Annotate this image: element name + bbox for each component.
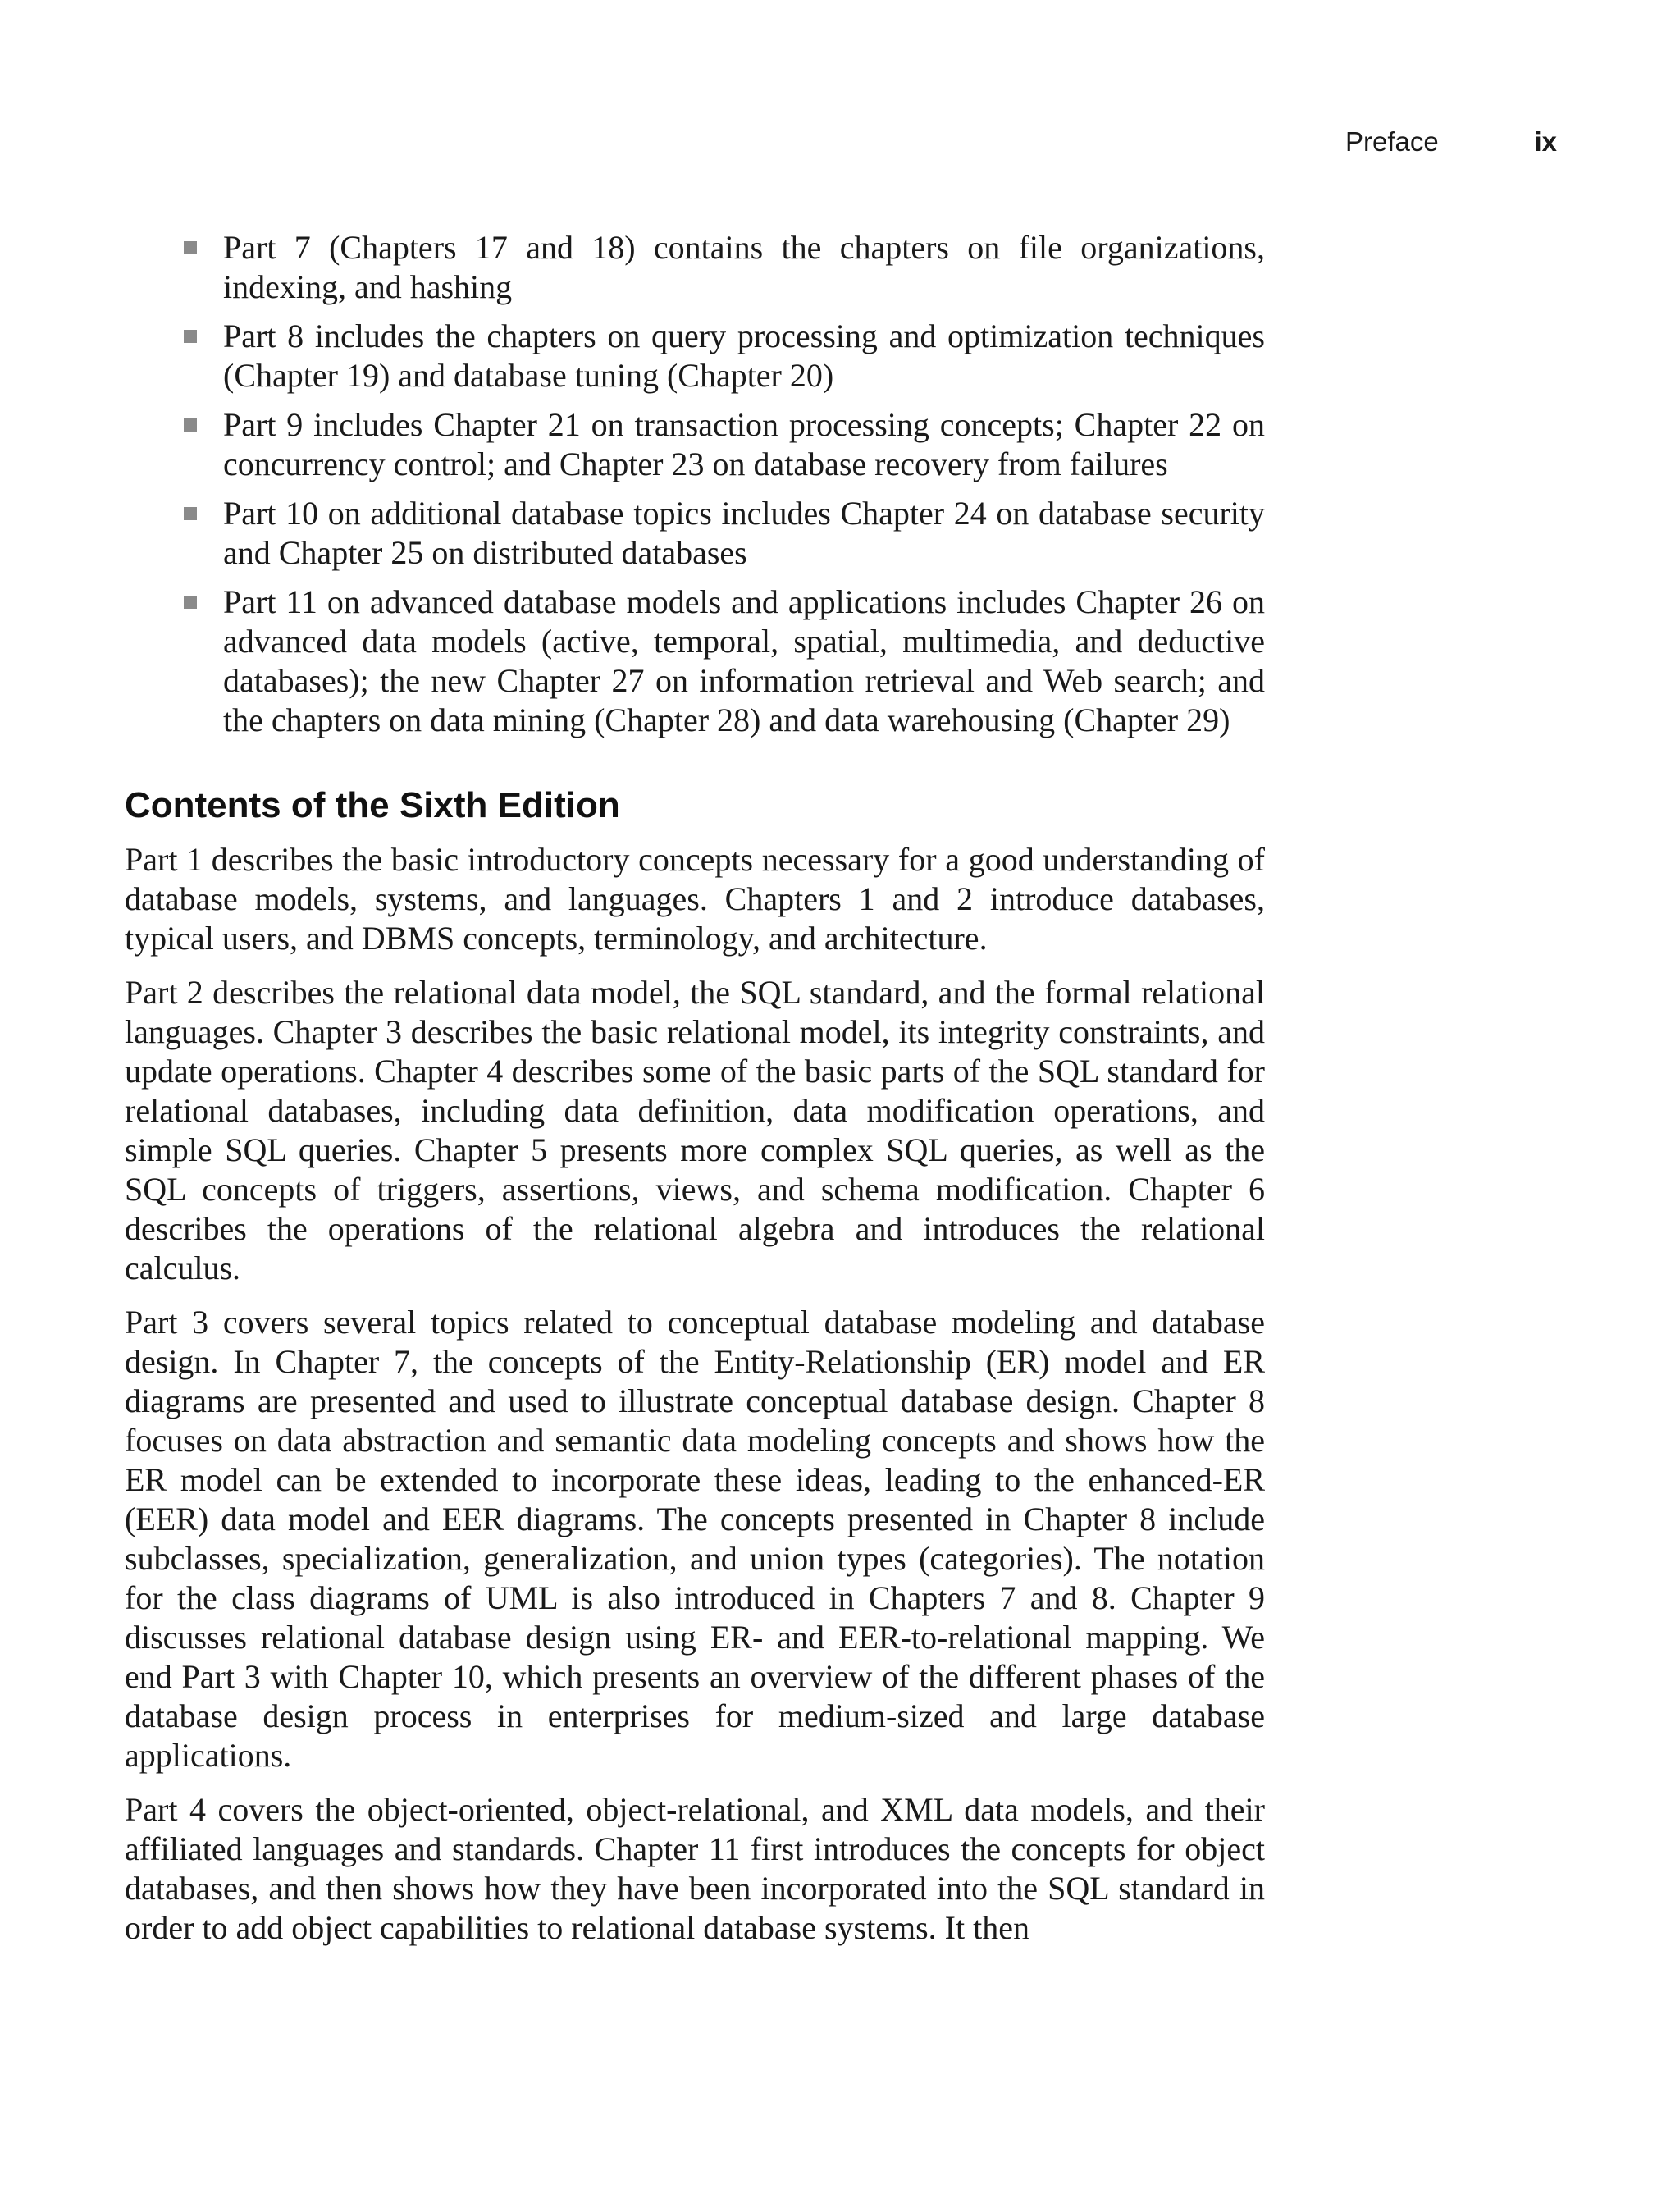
list-item-text: Part 10 on additional database topics includes Chapter 24 on database security and Chapter 25 on distributed databases: [223, 495, 1265, 571]
square-bullet-icon: [184, 418, 197, 432]
square-bullet-icon: [184, 596, 197, 609]
paragraph-part-1: Part 1 describes the basic introductory concepts necessary for a good understanding of database models, systems, and languages. Chapters 1 and 2 introduce databases, typical users, and DBMS concepts, terminology, and architecture.: [125, 841, 1265, 957]
running-head-section: Preface: [1345, 126, 1439, 157]
paragraph-part-4: Part 4 covers the object-oriented, object-relational, and XML data models, and their affiliated languages and standards. Chapter 11 first introduces the concepts for object databases, and then shows how they have been incorporated into the SQL standard in order to add object capabilities to relational database systems. It then: [125, 1791, 1265, 1946]
list-item: [125, 582, 1265, 740]
list-item: [125, 317, 1265, 395]
square-bullet-icon: [184, 507, 197, 520]
list-item: [125, 405, 1265, 484]
paragraph-part-3: Part 3 covers several topics related to conceptual database modeling and database design. In Chapter 7, the concepts of the Entity-Relationship (ER) model and ER diagrams are presented and used to illustrate conceptual database design. Chapter 8 focuses on data abstraction and semantic data modeling concepts and shows how the ER model can be extended to incorporate these ideas, leading to the enhanced-ER (EER) data model and EER diagrams. The concepts presented in Chapter 8 include subclasses, specialization, generalization, and union types (categories). The notation for the class diagrams of UML is also introduced in Chapters 7 and 8. Chapter 9 discusses relational database design using ER- and EER-to-relational mapping. We end Part 3 with Chapter 10, which presents an overview of the different phases of the database design process in enterprises for medium-sized and large database applications.: [125, 1304, 1265, 1774]
page-body: [125, 228, 1265, 1962]
square-bullet-icon: [184, 241, 197, 254]
paragraph-part-2: Part 2 describes the relational data model, the SQL standard, and the formal relational languages. Chapter 3 describes the basic relational model, its integrity constraints, and update operations. Chapter 4 describes some of the basic parts of the SQL standard for relational databases, including data definition, data modification operations, and simple SQL queries. Chapter 5 presents more complex SQL queries, as well as the SQL concepts of triggers, assertions, views, and schema modification. Chapter 6 describes the operations of the relational algebra and introduces the relational calculus.: [125, 974, 1265, 1286]
running-head: [1263, 121, 1557, 162]
list-item-text: Part 7 (Chapters 17 and 18) contains the chapters on file organizations, indexing, and hashing: [223, 229, 1265, 305]
list-item: [125, 228, 1265, 307]
parts-bullet-list: [125, 228, 1265, 740]
list-item-text: Part 11 on advanced database models and applications includes Chapter 26 on advanced data models (active, temporal, spatial, multimedia, and deductive databases); the new Chapter 27 on information retrieval and Web search; and the chapters on data mining (Chapter 28) and data warehousing (Chapter 29): [223, 583, 1265, 738]
square-bullet-icon: [184, 330, 197, 343]
list-item: [125, 494, 1265, 573]
page-number: ix: [1534, 126, 1557, 157]
list-item-text: Part 8 includes the chapters on query processing and optimization techniques (Chapter 19) and database tuning (Chapter 20): [223, 318, 1265, 394]
list-item-text: Part 9 includes Chapter 21 on transaction processing concepts; Chapter 22 on concurrency control; and Chapter 23 on database recovery from failures: [223, 406, 1265, 482]
section-heading: Contents of the Sixth Edition: [125, 785, 620, 825]
